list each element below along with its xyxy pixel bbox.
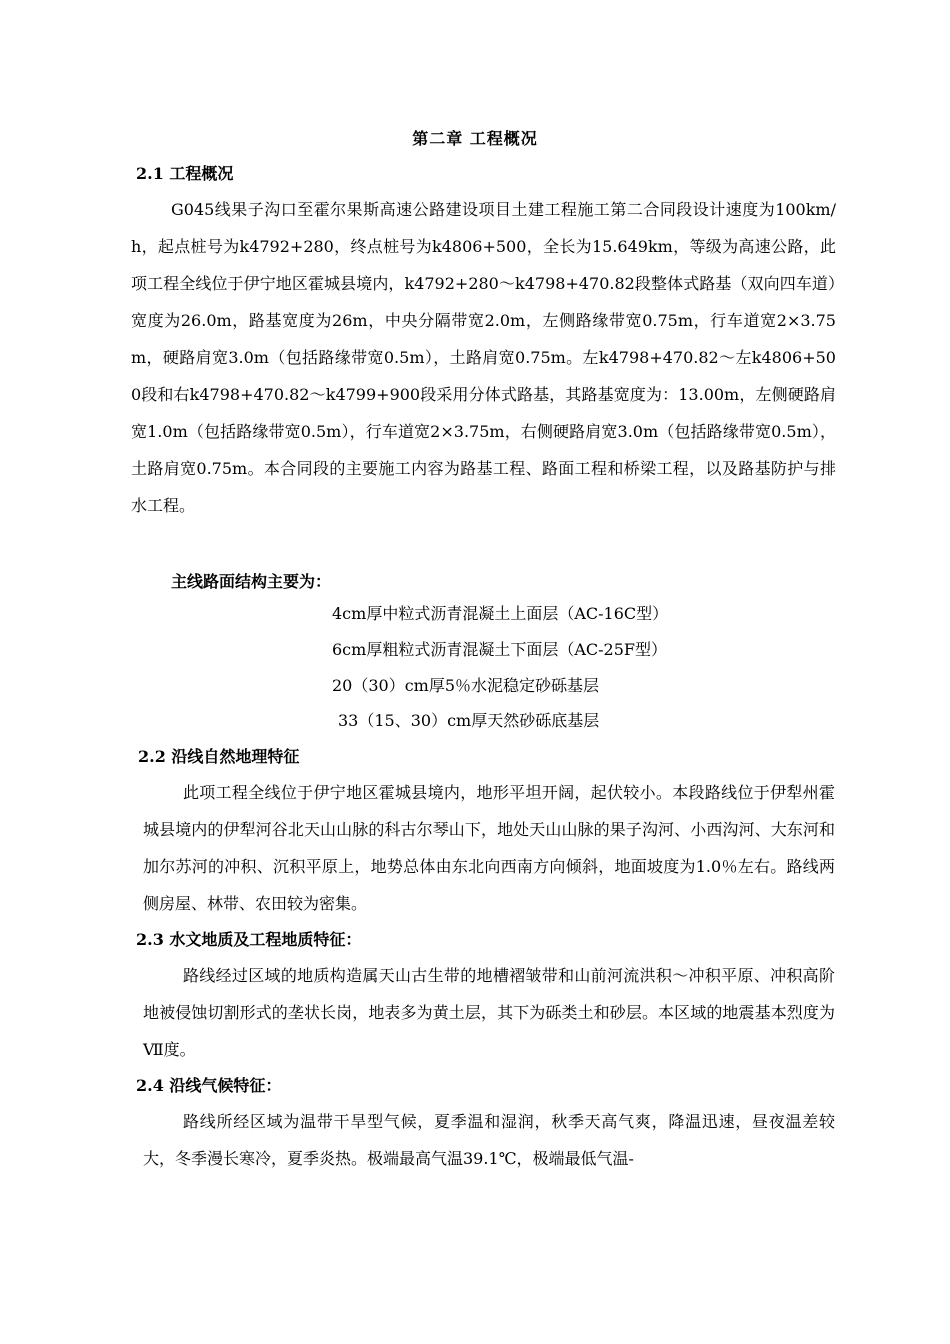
section-paragraph-2-2: 此项工程全线位于伊宁地区霍城县境内，地形平坦开阔，起伏较小。本段路线位于伊犁州霍城县境内的伊犁河谷北天山山脉的科古尔琴山下，地处天山山脉的果子沟河、小西沟河、大东河和加尔苏河的冲积、沉积平原上，地势总体由东北向西南方向倾斜，地面坡度为1.0％左右。路线两侧房屋、林带、农田较为密集。 <box>143 783 835 913</box>
pavement-structure-heading: 主线路面结构主要为： <box>171 572 332 591</box>
section-paragraph-2-1: G045线果子沟口至霍尔果斯高速公路建设项目土建工程施工第二合同段设计速度为100km/h，起点桩号为k4792+280，终点桩号为k4806+500，全长为15.649km，等级为高速公路，此项工程全线位于伊宁地区霍城县境内，k4792+280～k4798+470.82段整体式路基（双向四车道）宽度为26.0m，路基宽度为26m，中央分隔带宽2.0m，左侧路缘带宽0.75m，行车道宽2×3.75m，硬路肩宽3.0m（包括路缘带宽0.5m），土路肩宽0.75m。左k4798+470.82～左k4806+500段和右k4798+470.82～k4799+900段采用分体式路基，其路基宽度为：13.00m，左侧硬路肩宽1.0m（包括路缘带宽0.5m），行车道宽2×3.75m，右侧硬路肩宽3.0m（包括路缘带宽0.5m），土路肩宽0.75m。本合同段的主要施工内容为路基工程、路面工程和桥梁工程，以及路基防护与排水工程。 <box>131 200 836 515</box>
section-heading-2-1: 2.1 工程概况 <box>136 164 234 183</box>
pavement-layer-item: 6cm厚粗粒式沥青混凝土下面层（AC-25F型） <box>332 640 667 659</box>
section-paragraph-2-3: 路线经过区域的地质构造属天山古生带的地槽褶皱带和山前河流洪积～冲积平原、冲积高阶地被侵蚀切割形式的垄状长岗，地表多为黄土层，其下为砾类土和砂层。本区域的地震基本烈度为Ⅶ度。 <box>143 966 835 1059</box>
pavement-layer-item: 33（15、30）cm厚天然砂砾底基层 <box>338 711 600 730</box>
chapter-title: 第二章 工程概况 <box>412 129 538 148</box>
pavement-layer-item: 4cm厚中粒式沥青混凝土上面层（AC-16C型） <box>332 604 669 623</box>
section-heading-2-4: 2.4 沿线气候特征： <box>136 1076 282 1095</box>
section-heading-2-2: 2.2 沿线自然地理特征 <box>138 747 300 766</box>
section-heading-2-3: 2.3 水文地质及工程地质特征： <box>136 930 362 949</box>
pavement-layer-item: 20（30）cm厚5％水泥稳定砂砾基层 <box>332 676 600 695</box>
section-paragraph-2-4: 路线所经区域为温带干旱型气候，夏季温和湿润，秋季天高气爽，降温迅速，昼夜温差较大，冬季漫长寒冷，夏季炎热。极端最高气温39.1℃，极端最低气温- <box>143 1112 835 1168</box>
